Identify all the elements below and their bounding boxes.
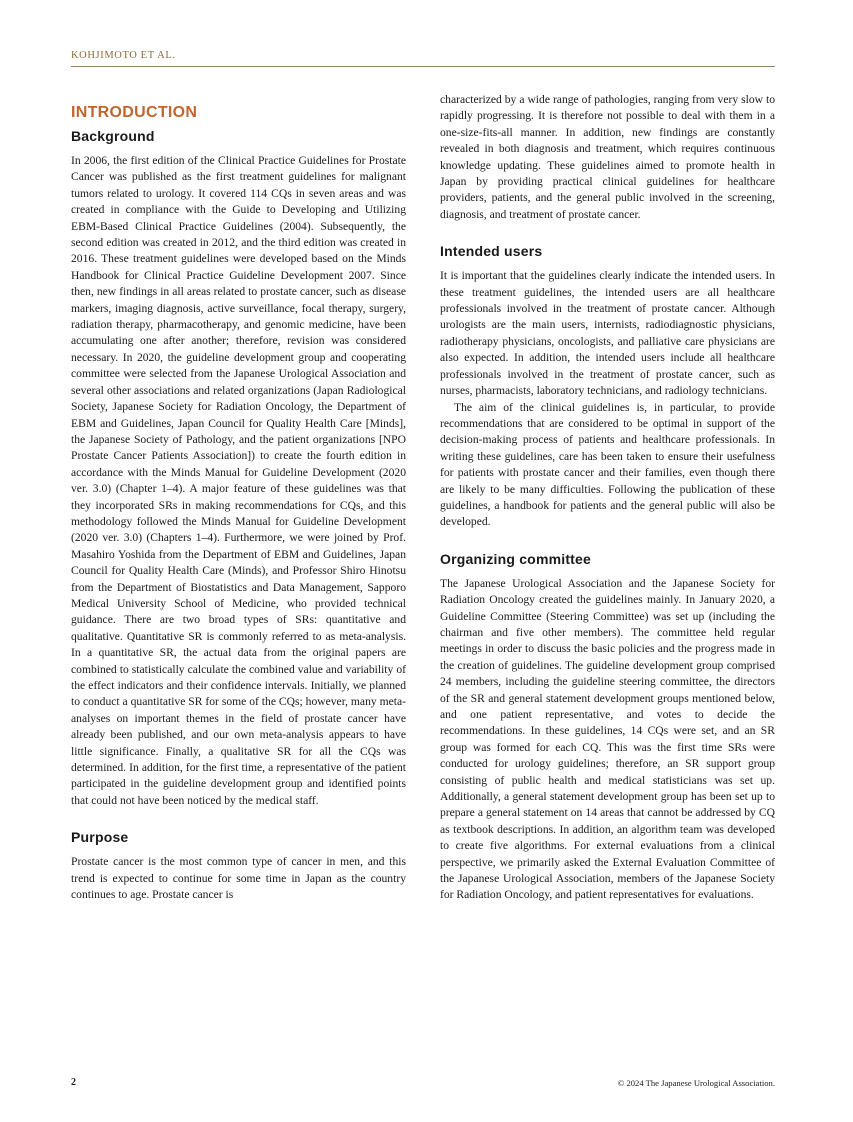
intended-users-paragraph-1: It is important that the guidelines clearly indicate the intended users. In these treatment guidelines, the intended users are all healthcare professionals involved in the treatment of prostate cancer. Although urologists are the main users, internists, radiodiagnostic physicians, radiotherapy physicians, oncologists, and palliative care physicians are also expected. In addition, the intended users include all healthcare professionals involved in the treatment of prostate cancer, such as nurses, pharmacists, laboratory technicians, and radiology technicians.	[440, 269, 775, 398]
subheading-purpose: Purpose	[71, 829, 129, 846]
subheading-organizing-committee: Organizing committee	[440, 550, 592, 567]
purpose-paragraph-start: Prostate cancer is the most common type of cancer in men, and this trend is expected to continue for some time in Japan as the country continues to age. Prostate cancer is	[71, 855, 406, 902]
intended-users-paragraph-2: The aim of the clinical guidelines is, in particular, to provide recommendations that are considered to be optimal in support of the decision-making process of patients and healthcare professionals. In writing these guidelines, care has been taken to ensure their usefulness for patients with prostate cancer and their families, even though there are likely to be many difficulties. Following the publication of these guidelines, a handbook for patients and the general public will also be developed.	[440, 400, 775, 529]
organizing-committee-paragraph: The Japanese Urological Association and the Japanese Society for Radiation Oncology created the guidelines mainly. In January 2020, a Guideline Committee (Steering Committee) was set up (including the chairman and five other members). The committee held regular meetings in order to discuss the basic policies and the progress made in the creation of guidelines. The guideline development group comprised 24 members, including the guideline steering committee, the directors of the SR and general statement development groups mentioned below, and one patient representative, and votes to decide the recommendations. In these guidelines, 14 CQs were set, and an SR group was formed for each CQ. This was the first time SRs were conducted for urology guidelines; therefore, an SR support group consisting of public health and medical statisticians was set up. Additionally, a general statement development group has been set up to prepare a general statement on 14 areas that cannot be addressed by CQ as textbook descriptions. In addition, an algorithm team was developed to create five algorithms. For external evaluations from a clinical perspective, we primarily asked the External Evaluation Committee of the Japanese Urological Association, members of the Japanese Society for Radiation Oncology, and patient representatives for evaluations.	[440, 576, 775, 902]
subheading-background: Background	[71, 128, 155, 144]
subheading-intended-users: Intended users	[440, 243, 543, 260]
right-column	[440, 92, 775, 904]
left-column	[71, 92, 406, 903]
background-paragraph: In 2006, the first edition of the Clinical Practice Guidelines for Prostate Cancer was published as the first treatment guidelines for malignant tumors related to urology. It covered 114 CQs in seven areas and was created in compliance with the Guide to Developing and Utilizing EBM-Based Clinical Practice Guidelines (2004). Subsequently, the second edition was created in 2012, and the third edition was created in 2016. These treatment guidelines were developed based on the Minds Handbook for Clinical Practice Guideline Development 2007. Since then, new findings in all areas related to prostate cancer, such as disease markers, imaging diagnosis, active surveillance, focal therapy, surgery, radiation therapy, pharmacotherapy, and genomic medicine, have been accumulating one after another; therefore, revision was considered necessary. In 2020, the guideline development group and cooperating committee were selected from the Japanese Urological Association and several other associations and related organizations (Japan Radiological Society, Japanese Society for Radiation Oncology, the Department of EBM and Guidelines, Japan Council for Quality Health Care [Minds], the Japanese Society of Pathology, and the patient organizations [NPO Prostate Cancer Patients Association]) to create the fourth edition in accordance with the Minds Manual for Guideline Development (2020 ver. 3.0) (Chapter 1–4). A major feature of these guidelines was that they incorporated SRs in making recommendations for CQs, and this methodology followed the Minds Manual for Guideline Development (2020 ver. 3.0) (Chapters 1–4). Furthermore, we were joined by Prof. Masahiro Yoshida from the Department of EBM and Guidelines, Japan Council for Quality Health Care (Minds), and Professor Shiro Hinotsu from the Department of Biostatistics and Data Management, Sapporo Medical University School of Medicine, who provided technical guidance. There are two broad types of SRs: quantitative and qualitative. Quantitative SR is commonly referred to as meta-analysis. In a quantitative SR, the actual data from the original papers are combined to statistically calculate the combined value and variability of the effect indicators and their confidence intervals. Initially, we planned to conduct a quantitative SR for some of the CQs; however, many meta-analyses on important themes in the field of prostate cancer have already been published, and our own meta-analysis appears to have little significance. Finally, a qualitative SR for all the CQs was determined. In addition, for the first time, a representative of the patient participated in the guideline development group and identified points that could not have been noticed by the medical staff.	[71, 154, 406, 807]
header-rule	[71, 66, 775, 67]
running-head: KOHJIMOTO ET AL.	[71, 50, 176, 61]
section-title-introduction: INTRODUCTION	[71, 104, 198, 121]
page-number: 2	[71, 1077, 76, 1088]
copyright-notice: © 2024 The Japanese Urological Association.	[617, 1078, 775, 1088]
purpose-paragraph-end: characterized by a wide range of pathologies, ranging from very slow to rapidly progressing. It is therefore not possible to deal with them in a one-size-fits-all manner. In addition, new findings are constantly revealed in both diagnosis and treatment, which requires continuous knowledge updating. These guidelines aimed to promote health in Japan by providing practical clinical guidelines for healthcare providers, patients, and the general public involved in the screening, diagnosis, and treatment of prostate cancer.	[440, 93, 775, 221]
